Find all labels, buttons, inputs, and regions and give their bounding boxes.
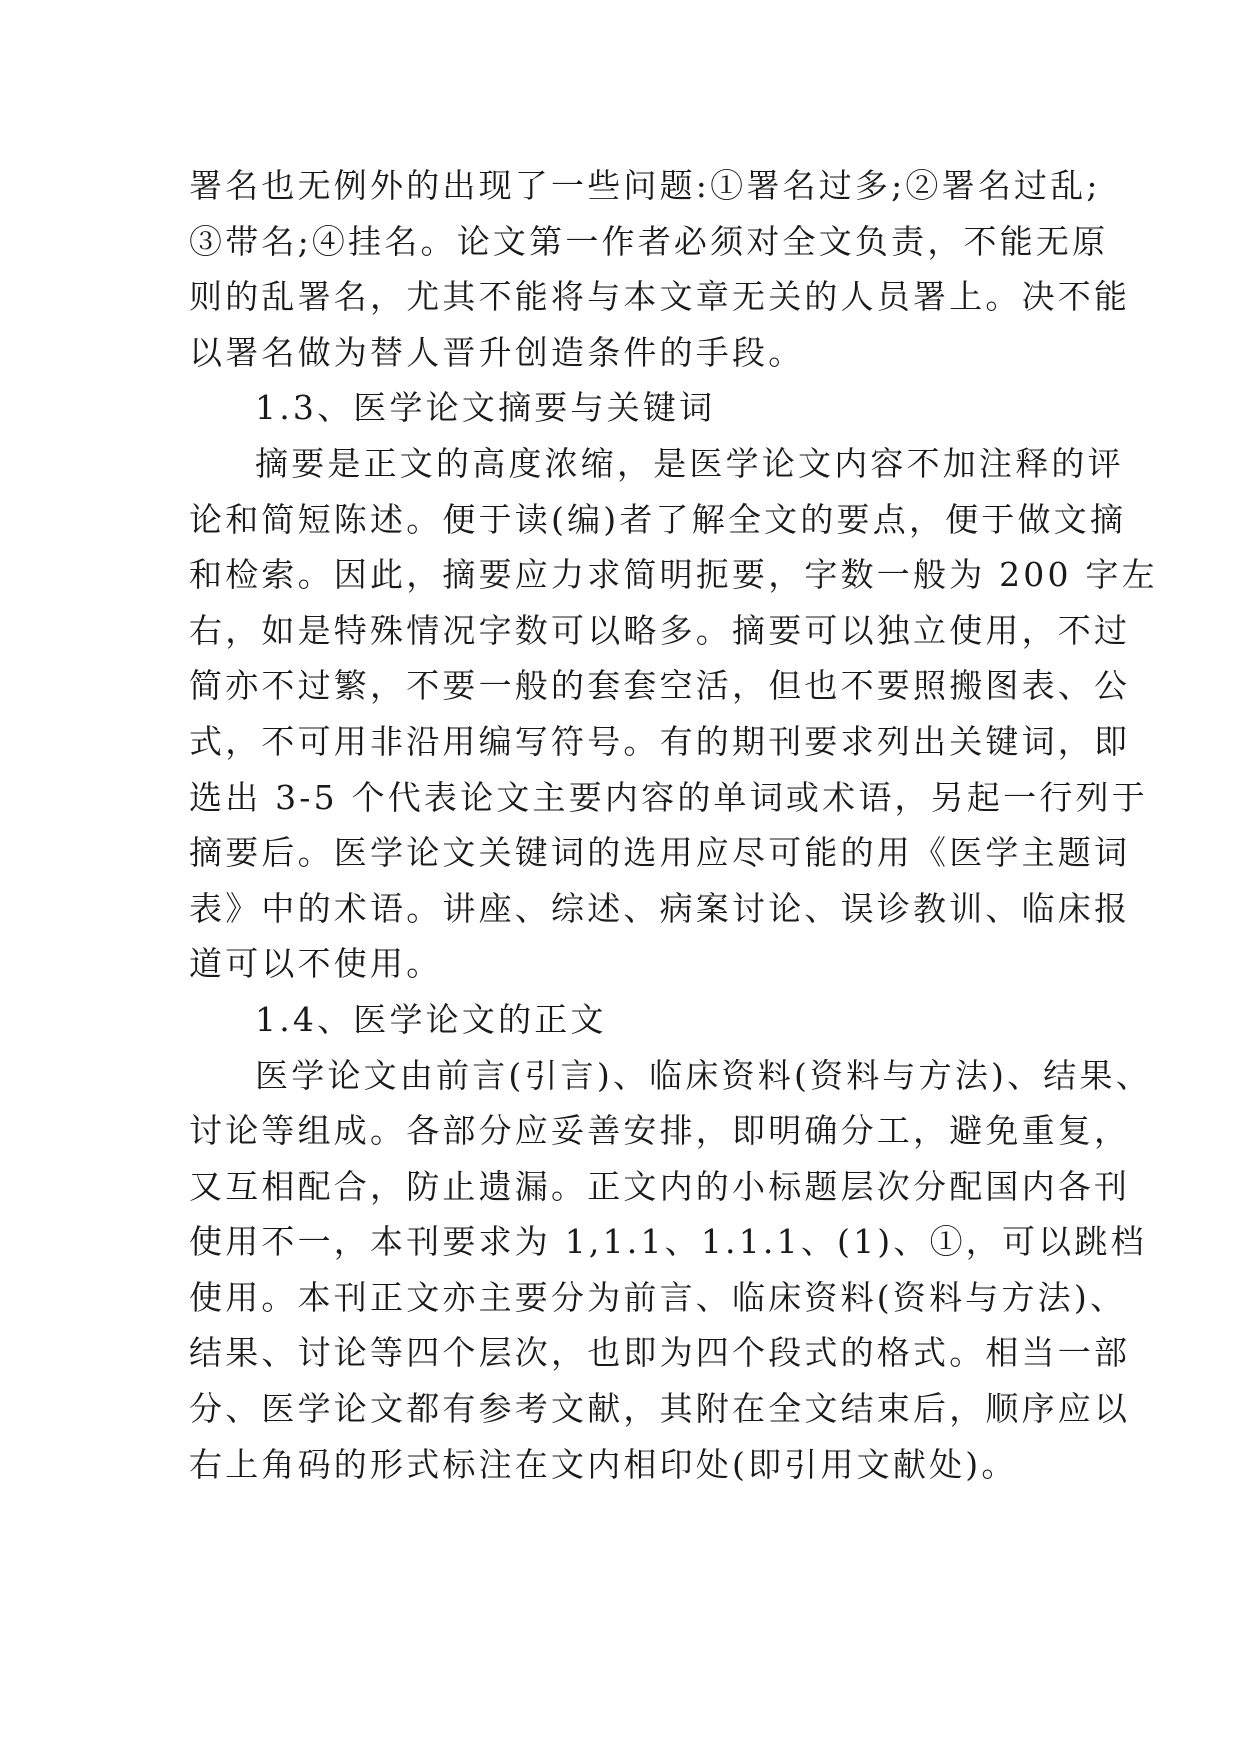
paragraph-line: 则的乱署名，尤其不能将与本文章无关的人员署上。决不能 <box>189 277 1131 317</box>
document-body <box>189 158 1158 1492</box>
paragraph-line: 摘要后。医学论文关键词的选用应尽可能的用《医学主题词 <box>189 833 1131 873</box>
paragraph-line: ③带名;④挂名。论文第一作者必须对全文负责，不能无原 <box>189 221 1109 261</box>
paragraph-line: 论和简短陈述。便于读(编)者了解全文的要点，便于做文摘 <box>189 499 1127 539</box>
paragraph-line: 又互相配合，防止遗漏。正文内的小标题层次分配国内各刊 <box>189 1166 1131 1206</box>
paragraph-line: 右上角码的形式标注在文内相印处(即引用文献处)。 <box>189 1444 1018 1484</box>
paragraph-line: 和检索。因此，摘要应力求简明扼要，字数一般为 200 字左 <box>189 555 1158 595</box>
paragraph-line: 结果、讨论等四个层次，也即为四个段式的格式。相当一部 <box>189 1333 1131 1373</box>
paragraph-line: 医学论文由前言(引言)、临床资料(资料与方法)、结果、 <box>255 1055 1152 1095</box>
paragraph-line: 简亦不过繁，不要一般的套套空活，但也不要照搬图表、公 <box>189 666 1131 706</box>
paragraph-line: 表》中的术语。讲座、综述、病案讨论、误诊教训、临床报 <box>189 888 1131 928</box>
paragraph-line: 使用不一，本刊要求为 1,1.1、1.1.1、(1)、①，可以跳档 <box>189 1222 1147 1262</box>
paragraph-line: 分、医学论文都有参考文献，其附在全文结束后，顺序应以 <box>189 1389 1131 1429</box>
document-page <box>189 158 1158 1492</box>
paragraph-line: 讨论等组成。各部分应妥善安排，即明确分工，避免重复， <box>189 1111 1131 1151</box>
paragraph-line: 右，如是特殊情况字数可以略多。摘要可以独立使用，不过 <box>189 610 1131 650</box>
paragraph-line: 使用。本刊正文亦主要分为前言、临床资料(资料与方法)、 <box>189 1277 1127 1317</box>
paragraph-line: 道可以不使用。 <box>189 944 443 984</box>
paragraph-line: 以署名做为替人晋升创造条件的手段。 <box>189 332 805 372</box>
section-heading: 1.3、医学论文摘要与关键词 <box>255 388 716 428</box>
paragraph-line: 式，不可用非沿用编写符号。有的期刊要求列出关键词，即 <box>189 721 1131 761</box>
paragraph-line: 摘要是正文的高度浓缩，是医学论文内容不加注释的评 <box>255 443 1124 483</box>
section-heading: 1.4、医学论文的正文 <box>255 999 607 1039</box>
paragraph-line: 署名也无例外的出现了一些问题:①署名过多;②署名过乱; <box>189 166 1101 205</box>
paragraph-line: 选出 3-5 个代表论文主要内容的单词或术语，另起一行列于 <box>189 777 1148 817</box>
